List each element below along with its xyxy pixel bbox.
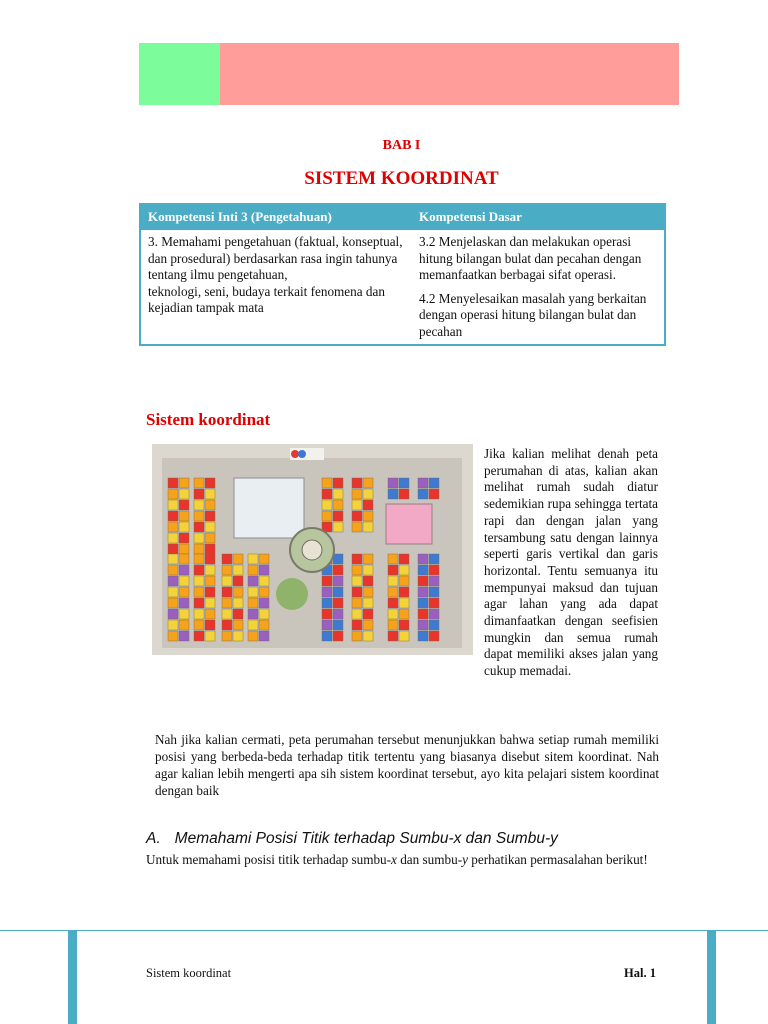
footer-divider (0, 930, 768, 931)
variable-x: x (391, 852, 397, 867)
kompetensi-table (139, 203, 666, 346)
table-header-ki: Kompetensi Inti 3 (Pengetahuan) (140, 204, 412, 230)
footer-title: Sistem koordinat (146, 966, 232, 980)
chapter-label: BAB I (382, 138, 421, 153)
kd-item: 3.2 Menjelaskan dan melakukan operasi hitung bilangan bulat dan pecahan dengan memanfaatkan berbagai sifat operasi. (419, 234, 642, 282)
subsection-text: perhatikan permasalahan berikut! (467, 852, 648, 867)
footer-bar-right (707, 930, 716, 1024)
section-title: Sistem koordinat (146, 410, 271, 429)
table-header-kd: Kompetensi Dasar (412, 204, 665, 230)
subsection-title: Memahami Posisi Titik terhadap Sumbu-x dan Sumbu-y (174, 830, 558, 847)
kd-item: 4.2 Menyelesaikan masalah yang berkaitan dengan operasi hitung bilangan bulat dan pecahan (419, 290, 647, 339)
ki-cell: 3. Memahami pengetahuan (faktual, konseptual, dan prosedural) berdasarkan rasa ingin tahunya tentang ilmu pengetahuan, teknologi, seni, budaya terkait fenomena dan kejadian tampak mata (148, 234, 403, 315)
page-number: Hal. 1 (624, 966, 656, 980)
subsection-text: Untuk memahami posisi titik terhadap sumbu- (146, 852, 392, 867)
housing-map-image (152, 444, 473, 655)
subsection-heading (146, 830, 558, 848)
kd-cell (412, 230, 665, 345)
body-paragraph: Nah jika kalian cermati, peta perumahan tersebut menunjukkan bahwa setiap rumah memiliki posisi yang berbeda-beda terhadap titik tertentu yang biasanya disebut sitem koordinat. Nah agar kalian lebih mengerti apa sih sistem koordinat tersebut, ayo kita pelajari sistem koordinat dengan baik (155, 732, 659, 798)
subsection-text: dan sumbu- (396, 852, 463, 867)
intro-text: Jika kalian melihat denah peta perumahan di atas, kalian akan melihat rumah sudah diatur sedemikian rupa sehingga tertata rapi dan dengan jalan yang tersambung satu dengan lainnya seperti garis vertikal dan garis horizontal. Tentu semuanya itu mempunyai maksud dan tujuan agar lahan yang ada dapat dimanfaatkan dengan seefisien mungkin dan semua rumah dapat memiliki akses jalan yang cukup memadai. (484, 446, 658, 679)
header-band (139, 43, 679, 105)
table-header-row (140, 204, 665, 230)
subsection-paragraph (146, 851, 658, 868)
subsection-letter: A. (146, 830, 161, 847)
footer-bar-left (68, 930, 77, 1024)
table-row (140, 230, 665, 345)
chapter-title: SISTEM KOORDINAT (304, 168, 499, 189)
variable-y: y (462, 852, 468, 867)
header-band-accent (139, 43, 220, 105)
